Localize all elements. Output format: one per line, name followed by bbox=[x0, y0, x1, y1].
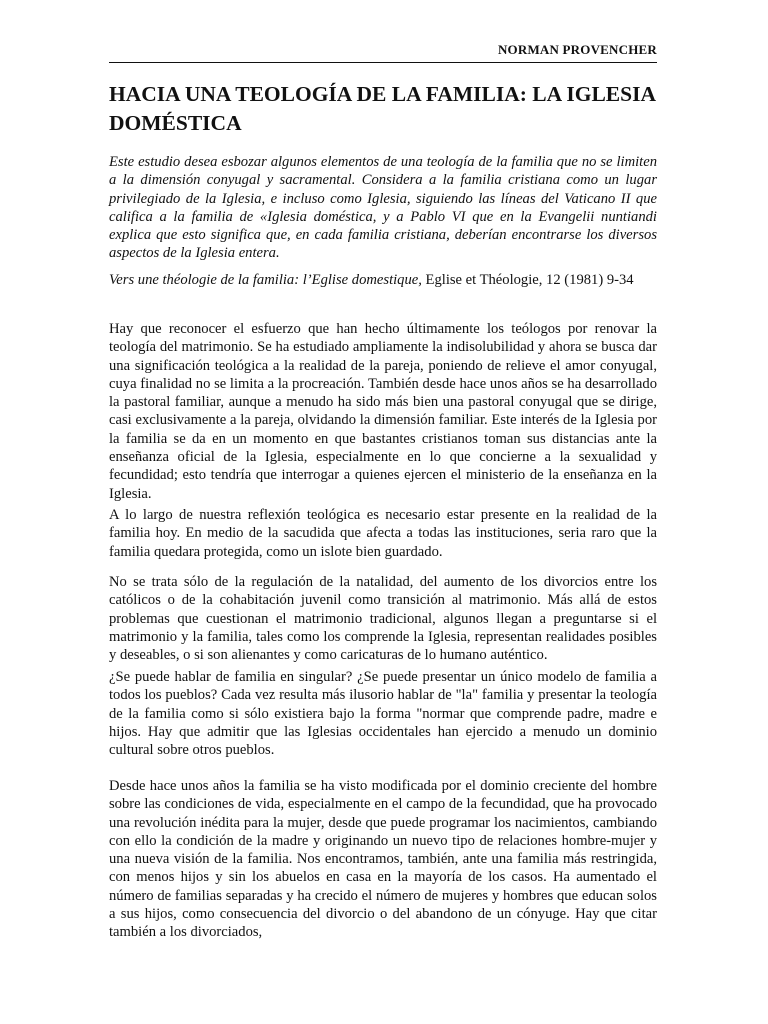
citation-title: Vers une théologie de la familia: l’Eglise domestique, bbox=[109, 272, 422, 288]
document-page bbox=[109, 0, 657, 1024]
article-abstract: Este estudio desea esbozar algunos elementos de una teología de la familia que no se limiten a la dimensión conyugal y sacramental. Considera a la familia cristiana como un lugar privilegiado de la Iglesia, e incluso como Iglesia, siguiendo las líneas del Vaticano II que califica a la familia de «Iglesia doméstica, y a Pablo VI que en la Evangelii nuntiandi explica que esto significa que, en cada familia cristiana, deberían encontrarse los diversos aspectos de la Iglesia entera. bbox=[109, 154, 657, 262]
body-paragraph-3: No se trata sólo de la regulación de la natalidad, del aumento de los divorcios entre los católicos o de la cohabitación juvenil como transición al matrimonio. Más allá de estos problemas que cuestionan el matrimonio tradicional, algunos llegan a preguntarse si el matrimonio y la familia, tales como los comprende la Iglesia, representan realidades posibles y deseables, o si son alienantes y como caricaturas de lo humano auténtico. bbox=[109, 574, 657, 664]
body-paragraph-4: ¿Se puede hablar de familia en singular? ¿Se puede presentar un único modelo de familia a todos los pueblos? Cada vez resulta más ilusorio hablar de "la" familia y presentar la teología de la familia como si sólo existiera bajo la forma "normar que comprende padre, madre e hijos. Hay que admitir que las Iglesias occidentales han ejercido a menudo un dominio cultural sobre otros pueblos. bbox=[109, 669, 657, 759]
body-paragraph-5: Desde hace unos años la familia se ha visto modificada por el dominio creciente del hombre sobre las condiciones de vida, especialmente en el campo de la fecundidad, que ha provocado una revolución inédita para la mujer, desde que puede programar los nacimientos, cambiando con ello la condición de la madre y originando un nuevo tipo de relaciones hombre-mujer y una nueva visión de la familia. Nos encontramos, también, ante una familia más restringida, con menos hijos y sin los abuelos en casa en la mayoría de los casos. Ha aumentado el número de familias separadas y ha crecido el número de mujeres y hombres que educan solos a sus hijos, como consecuencia del divorcio o del abandono de un cónyuge. Hay que citar también a los divorciados, bbox=[109, 778, 657, 941]
article-title: HACIA UNA TEOLOGÍA DE LA FAMILIA: LA IGLESIA DOMÉSTICA bbox=[109, 82, 655, 135]
citation-source: Eglise et Théologie, 12 (1981) 9-34 bbox=[421, 272, 634, 288]
running-header-author: NORMAN PROVENCHER bbox=[109, 40, 657, 63]
body-paragraph-1: Hay que reconocer el esfuerzo que han hecho últimamente los teólogos por renovar la teología del matrimonio. Se ha estudiado ampliamente la indisolubilidad y ahora se busca dar una significación teológica a la realidad de la pareja, poniendo de relieve el amor conyugal, cuya finalidad no se limita a la procreación. También desde hace unos años se ha desarrollado la pastoral familiar, aunque a menudo ha sido más bien una pastoral conyugal que se dirige, casi exclusivamente a la pareja, olvidando la dimensión familiar. Este interés de la Iglesia por la familia se da en un momento en que bastantes cristianos toman sus distancias ante la enseñanza oficial de la Iglesia, especialmente en lo que concierne a la sexualidad y fecundidad; esto tendría que interrogar a quienes ejercen el ministerio de la enseñanza en la Iglesia. bbox=[109, 321, 657, 502]
body-paragraph-2: A lo largo de nuestra reflexión teológica es necesario estar presente en la realidad de la familia hoy. En medio de la sacudida que afecta a todas las instituciones, seria raro que la familia quedara protegida, como un islote bien guardado. bbox=[109, 507, 657, 560]
article-citation bbox=[109, 271, 657, 289]
